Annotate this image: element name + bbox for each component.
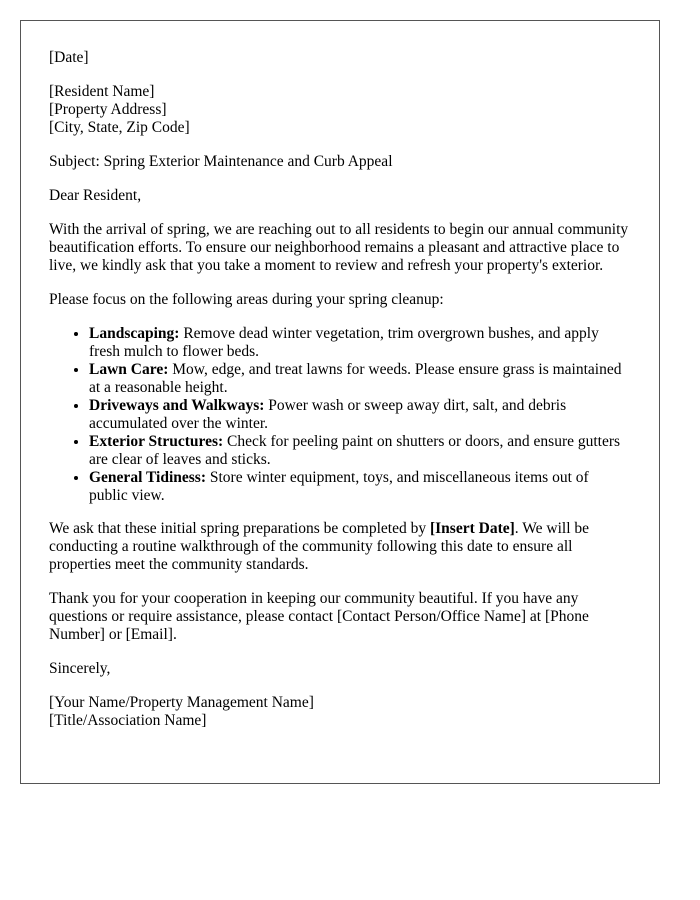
list-item-label: Lawn Care: xyxy=(89,361,169,378)
list-item-label: Exterior Structures: xyxy=(89,433,224,450)
list-item xyxy=(89,433,631,469)
letter-date: [Date] xyxy=(49,49,89,66)
deadline-text-after: . We will be conducting a routine walkthrough of the community following this date to ensure all properties meet the community standards. xyxy=(49,520,590,573)
recipient-name: [Resident Name] xyxy=(49,83,155,100)
list-item-text: Mow, edge, and treat lawns for weeds. Please ensure grass is maintained at a reasonable height. xyxy=(89,361,622,396)
maintenance-list xyxy=(49,325,631,505)
recipient-city: [City, State, Zip Code] xyxy=(49,119,190,136)
signature-name: [Your Name/Property Management Name] xyxy=(49,694,314,711)
list-item-text: Check for peeling paint on shutters or doors, and ensure gutters are clear of leaves and sticks. xyxy=(89,433,621,468)
list-item-label: General Tidiness: xyxy=(89,469,206,486)
recipient-street: [Property Address] xyxy=(49,101,167,118)
recipient-address xyxy=(49,83,631,137)
deadline-text-before: We ask that these initial spring preparations be completed by xyxy=(49,520,430,537)
closing: Sincerely, xyxy=(49,660,111,677)
signature-block xyxy=(49,694,631,730)
list-item-text: Store winter equipment, toys, and miscellaneous items out of public view. xyxy=(89,469,589,504)
focus-paragraph: Please focus on the following areas during your spring cleanup: xyxy=(49,291,444,308)
deadline-paragraph xyxy=(49,520,631,574)
list-item-label: Landscaping: xyxy=(89,325,180,342)
list-item xyxy=(89,397,631,433)
signature-title: [Title/Association Name] xyxy=(49,712,207,729)
intro-paragraph: With the arrival of spring, we are reaching out to all residents to begin our annual community beautification efforts. To ensure our neighborhood remains a pleasant and attractive place to live, we kindly ask that you take a moment to review and refresh your property's exterior. xyxy=(49,221,629,274)
list-item xyxy=(89,361,631,397)
letter xyxy=(20,20,660,784)
list-item-text: Power wash or sweep away dirt, salt, and debris accumulated over the winter. xyxy=(89,397,567,432)
deadline-date: [Insert Date] xyxy=(429,520,515,537)
list-item-text: Remove dead winter vegetation, trim overgrown bushes, and apply fresh mulch to flower beds. xyxy=(89,325,599,360)
thanks-paragraph: Thank you for your cooperation in keeping our community beautiful. If you have any questions or require assistance, please contact [Contact Person/Office Name] at [Phone Number] or [Email]. xyxy=(49,590,589,643)
list-item xyxy=(89,325,631,361)
salutation: Dear Resident, xyxy=(49,187,142,204)
list-item xyxy=(89,469,631,505)
list-item-label: Driveways and Walkways: xyxy=(89,397,265,414)
letter-subject: Subject: Spring Exterior Maintenance and Curb Appeal xyxy=(49,153,393,170)
